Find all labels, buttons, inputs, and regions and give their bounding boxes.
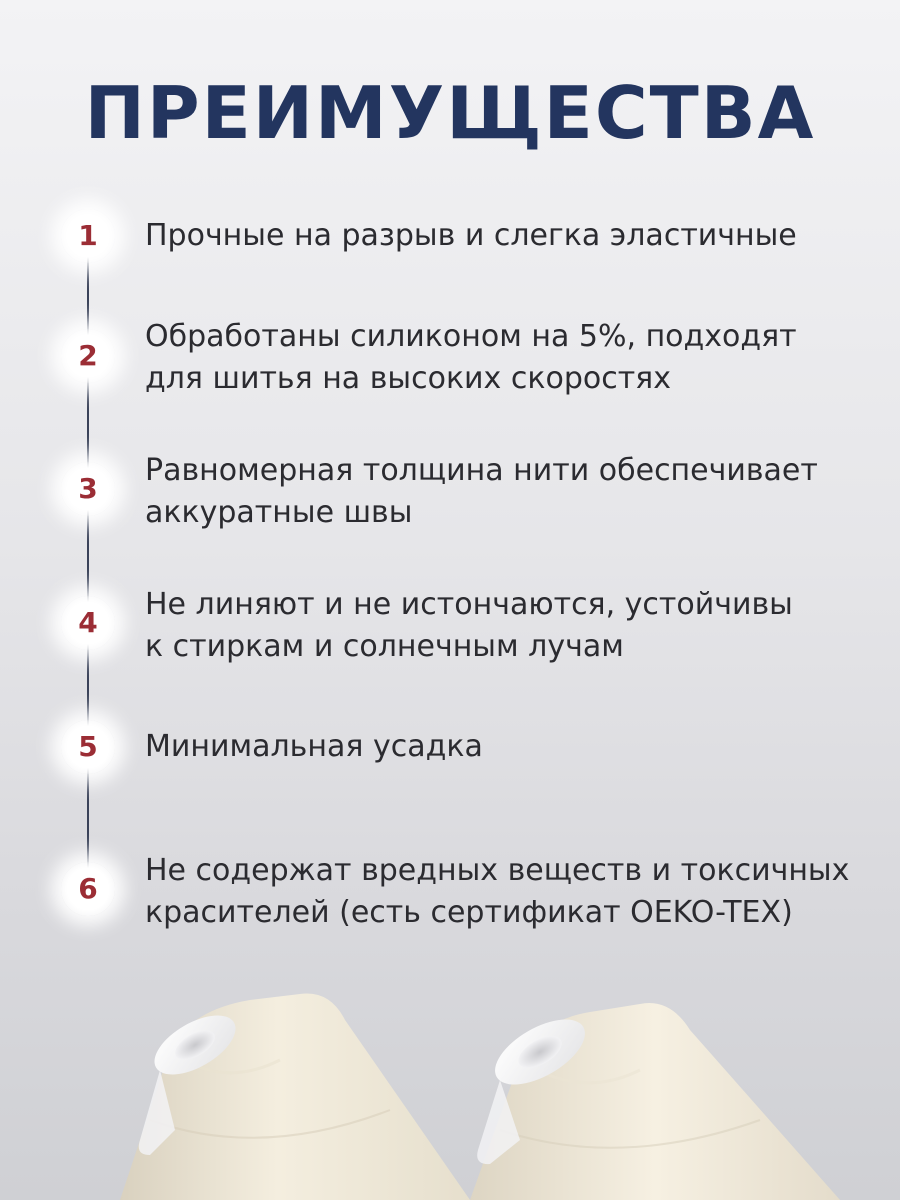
- advantage-text-line: аккуратные швы: [145, 495, 413, 530]
- left-spool: [120, 994, 470, 1200]
- page-title: ПРЕИМУЩЕСТВА: [84, 71, 816, 155]
- advantage-text-line: Не линяют и не истончаются, устойчивы: [145, 587, 793, 622]
- advantage-text-line: Равномерная толщина нити обеспечивает: [145, 453, 818, 488]
- advantage-text-line: Минимальная усадка: [145, 729, 483, 764]
- advantage-text-line: Прочные на разрыв и слегка эластичные: [145, 218, 797, 253]
- badge-number: 1: [78, 219, 98, 252]
- advantage-text: [145, 316, 865, 400]
- badge-number: 2: [78, 339, 98, 372]
- badge-number: 3: [78, 472, 98, 505]
- right-spool: [470, 1003, 840, 1200]
- number-badge: [61, 329, 115, 383]
- number-badge: [61, 720, 115, 774]
- advantage-text-line: Не содержат вредных веществ и токсичных: [145, 853, 850, 888]
- number-badge: [61, 596, 115, 650]
- badge-number: 4: [78, 606, 98, 639]
- advantage-text: [145, 450, 865, 534]
- advantage-text-line: для шитья на высоких скоростях: [145, 361, 671, 396]
- advantage-text: [145, 584, 865, 668]
- advantage-text-line: Обработаны силиконом на 5%, подходят: [145, 319, 797, 354]
- advantage-text-line: красителей (есть сертификат OEKO-TEX): [145, 895, 793, 930]
- badge-number: 6: [78, 872, 98, 905]
- thread-spools-icon: [0, 990, 900, 1200]
- number-badge: [61, 462, 115, 516]
- badge-number: 5: [78, 730, 98, 763]
- advantage-text: [145, 726, 865, 768]
- advantage-text: [145, 850, 865, 934]
- advantage-text-line: к стиркам и солнечным лучам: [145, 629, 624, 664]
- advantage-text: [145, 215, 865, 257]
- number-badge: [61, 862, 115, 916]
- number-badge: [61, 209, 115, 263]
